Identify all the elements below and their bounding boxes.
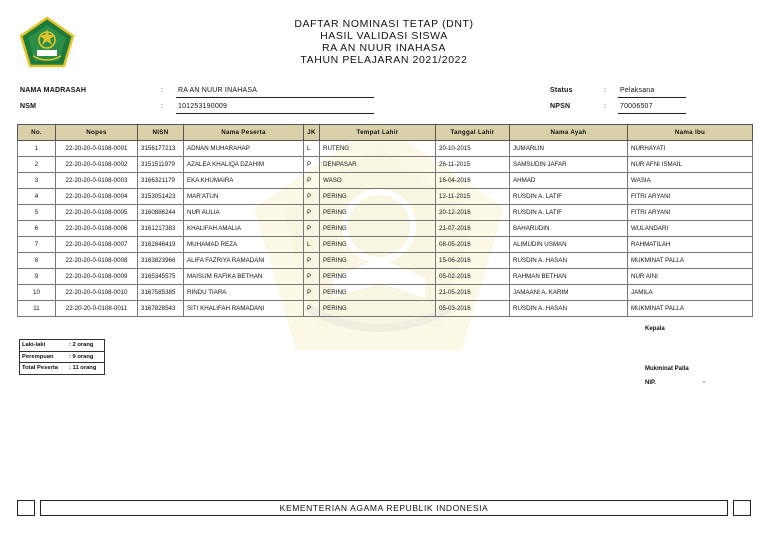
cell-nisn: 3167828543	[138, 301, 184, 317]
cell-no: 7	[18, 237, 56, 253]
madrasah-value: RA AN NUUR INAHASA	[178, 87, 258, 94]
cell-tanggal-lahir: 08-05-2016	[436, 237, 510, 253]
header-tempat-lahir: Tempat Lahir	[320, 125, 436, 141]
nsm-colon: :	[161, 103, 164, 110]
cell-nama-peserta: SITI KHALIFAH RAMADANI	[184, 301, 304, 317]
summary-total-value: : 11 orang	[69, 365, 97, 371]
cell-nopes: 22-20-20-0-0108-0010	[56, 285, 138, 301]
status-underline	[618, 97, 686, 98]
cell-no: 8	[18, 253, 56, 269]
title-line-3: RA AN NUUR INAHASA	[322, 42, 446, 54]
cell-jk: L	[304, 237, 320, 253]
cell-no: 4	[18, 189, 56, 205]
signature-name: Mukminat Palla	[645, 366, 689, 372]
cell-jk: P	[304, 301, 320, 317]
cell-nama-ibu: WULANDARI	[628, 221, 753, 237]
cell-nama-ayah: JUMARLIN	[510, 141, 628, 157]
cell-tanggal-lahir: 26-11-2015	[436, 157, 510, 173]
document-title	[200, 18, 568, 66]
cell-nama-peserta: EKA KHUMAIRA	[184, 173, 304, 189]
cell-nisn: 3160886244	[138, 205, 184, 221]
cell-nama-peserta: ADNAN MUHARAHAP	[184, 141, 304, 157]
cell-nisn: 3153051423	[138, 189, 184, 205]
cell-no: 3	[18, 173, 56, 189]
table-row	[18, 221, 753, 237]
cell-tempat-lahir: PERING	[320, 189, 436, 205]
cell-nisn: 3151511979	[138, 157, 184, 173]
madrasah-colon: :	[161, 87, 164, 94]
cell-nopes: 22-20-20-0-0108-0009	[56, 269, 138, 285]
header-jk: JK	[304, 125, 320, 141]
cell-nama-ayah: RUSDIN A. HASAN	[510, 253, 628, 269]
summary-male-label: Laki-laki	[22, 342, 46, 348]
cell-tempat-lahir: PERING	[320, 285, 436, 301]
cell-jk: P	[304, 285, 320, 301]
status-colon: :	[604, 87, 607, 94]
cell-nama-ibu: MUKMINAT PALLA	[628, 253, 753, 269]
nsm-value: 101253190009	[178, 103, 228, 110]
cell-nama-ayah: RAHMAN BETHAN	[510, 269, 628, 285]
summary-female-label: Perempuan	[22, 353, 54, 360]
table-row	[18, 205, 753, 221]
cell-nama-ayah: ALIMUDIN USMAN	[510, 237, 628, 253]
cell-no: 1	[18, 141, 56, 157]
cell-nama-ibu: MUKMINAT PALLA	[628, 301, 753, 317]
table-row	[18, 237, 753, 253]
cell-no: 11	[18, 301, 56, 317]
cell-nama-peserta: MAISUM RAFIKA BETHAN	[184, 269, 304, 285]
cell-nopes: 22-20-20-0-0108-0006	[56, 221, 138, 237]
cell-no: 5	[18, 205, 56, 221]
cell-nama-ibu: RAHMATILAH	[628, 237, 753, 253]
cell-nama-ibu: NURHAYATI	[628, 141, 753, 157]
signature-role: Kepala	[645, 326, 665, 332]
cell-tanggal-lahir: 12-11-2015	[436, 189, 510, 205]
cell-tempat-lahir: PERING	[320, 269, 436, 285]
footer-right-box	[733, 500, 751, 516]
summary-male-row	[20, 340, 104, 352]
header-tanggal-lahir: Tanggal Lahir	[436, 125, 510, 141]
table-row	[18, 173, 753, 189]
cell-nama-ayah: JAMAANI A. KARIM	[510, 285, 628, 301]
table-row	[18, 253, 753, 269]
summary-male-value: : 2 orang	[69, 342, 94, 348]
madrasah-label: NAMA MADRASAH	[20, 87, 87, 94]
table-row	[18, 141, 753, 157]
cell-tanggal-lahir: 16-04-2016	[436, 173, 510, 189]
cell-nisn: 3163823966	[138, 253, 184, 269]
madrasah-underline	[176, 97, 374, 98]
cell-tanggal-lahir: 21-05-2016	[436, 285, 510, 301]
cell-tempat-lahir: RUTENG	[320, 141, 436, 157]
cell-nama-peserta: ALIFA FAZRIYA RAMADANI	[184, 253, 304, 269]
nsm-underline	[176, 113, 374, 114]
signature-nip-label: NIP.	[645, 380, 656, 386]
cell-nopes: 22-20-20-0-0108-0001	[56, 141, 138, 157]
cell-nama-ayah: RUSDIN A. LATIF	[510, 189, 628, 205]
cell-jk: P	[304, 269, 320, 285]
cell-no: 2	[18, 157, 56, 173]
cell-jk: P	[304, 173, 320, 189]
cell-no: 6	[18, 221, 56, 237]
cell-jk: P	[304, 189, 320, 205]
title-line-1: DAFTAR NOMINASI TETAP (DNT)	[294, 18, 474, 30]
cell-jk: P	[304, 157, 320, 173]
cell-nama-peserta: KHALIFAH AMALIA	[184, 221, 304, 237]
participant-summary	[19, 339, 105, 375]
cell-nama-ayah: RUSDIN A. LATIF	[510, 205, 628, 221]
cell-nisn: 3161217383	[138, 221, 184, 237]
cell-nama-ibu: NUR AFNI ISMAIL	[628, 157, 753, 173]
cell-tempat-lahir: PERING	[320, 253, 436, 269]
cell-tanggal-lahir: 20-10-2015	[436, 141, 510, 157]
cell-nama-peserta: AZALEA KHALIQA DZAHIM	[184, 157, 304, 173]
cell-nisn: 3162846419	[138, 237, 184, 253]
cell-nopes: 22-20-20-0-0108-0005	[56, 205, 138, 221]
cell-nama-ibu: FITRI ARYANI	[628, 205, 753, 221]
cell-tanggal-lahir: 21-07-2016	[436, 221, 510, 237]
cell-nama-ayah: RUSDIN A. HASAN	[510, 301, 628, 317]
header-nama-ayah: Nama Ayah	[510, 125, 628, 141]
header-no: No.	[18, 125, 56, 141]
cell-tanggal-lahir: 15-06-2016	[436, 253, 510, 269]
cell-nopes: 22-20-20-0-0108-0011	[56, 301, 138, 317]
summary-female-value: : 9 orang	[69, 353, 94, 360]
table-row	[18, 189, 753, 205]
nsm-label: NSM	[20, 103, 37, 110]
cell-nopes: 22-20-20-0-0108-0003	[56, 173, 138, 189]
cell-nama-ibu: FITRI ARYANI	[628, 189, 753, 205]
cell-nama-ayah: BAHARUDIN	[510, 221, 628, 237]
table-row	[18, 269, 753, 285]
header-nama-peserta: Nama Peserta	[184, 125, 304, 141]
cell-nopes: 22-20-20-0-0108-0007	[56, 237, 138, 253]
table-row	[18, 157, 753, 173]
cell-tanggal-lahir: 05-03-2016	[436, 301, 510, 317]
status-value: Pelaksana	[620, 87, 655, 94]
cell-no: 10	[18, 285, 56, 301]
cell-tempat-lahir: DENPASAR	[320, 157, 436, 173]
cell-tempat-lahir: PERING	[320, 221, 436, 237]
cell-nama-peserta: MAR'ATUN	[184, 189, 304, 205]
npsn-value: 70006507	[620, 103, 653, 110]
cell-nama-ayah: AHMAD	[510, 173, 628, 189]
cell-jk: P	[304, 253, 320, 269]
cell-nama-ibu: JAMILA	[628, 285, 753, 301]
cell-tanggal-lahir: 20-12-2016	[436, 205, 510, 221]
footer-left-box	[17, 500, 35, 516]
header-nisn: NISN	[138, 125, 184, 141]
cell-tempat-lahir: PERING	[320, 301, 436, 317]
cell-jk: P	[304, 205, 320, 221]
footer-banner: KEMENTERIAN AGAMA REPUBLIK INDONESIA	[40, 500, 728, 516]
npsn-underline	[618, 113, 686, 114]
cell-nama-ibu: WASIA	[628, 173, 753, 189]
cell-nopes: 22-20-20-0-0108-0004	[56, 189, 138, 205]
kemenag-logo-icon	[17, 16, 77, 72]
cell-nopes: 22-20-20-0-0108-0008	[56, 253, 138, 269]
cell-tanggal-lahir: 05-02-2016	[436, 269, 510, 285]
cell-jk: P	[304, 221, 320, 237]
summary-total-label: Total Peserta	[22, 365, 58, 371]
cell-nisn: 3166321179	[138, 173, 184, 189]
cell-tempat-lahir: PERING	[320, 205, 436, 221]
header-nama-ibu: Nama Ibu	[628, 125, 753, 141]
summary-female-row	[20, 352, 104, 364]
title-line-2: HASIL VALIDASI SISWA	[320, 30, 448, 42]
title-line-4: TAHUN PELAJARAN 2021/2022	[300, 54, 468, 66]
cell-no: 9	[18, 269, 56, 285]
cell-tempat-lahir: PERING	[320, 237, 436, 253]
npsn-label: NPSN	[550, 103, 571, 110]
nomination-table	[17, 124, 753, 317]
cell-nama-peserta: RINDU TIARA	[184, 285, 304, 301]
table-row	[18, 301, 753, 317]
cell-jk: L	[304, 141, 320, 157]
summary-total-row	[20, 363, 104, 374]
header-nopes: Nopes	[56, 125, 138, 141]
status-label: Status	[550, 87, 573, 94]
table-header-row	[18, 125, 753, 141]
npsn-colon: :	[604, 103, 607, 110]
cell-nopes: 22-20-20-0-0108-0002	[56, 157, 138, 173]
table-row	[18, 285, 753, 301]
signature-nip-value: -	[703, 380, 705, 386]
cell-nisn: 3156177213	[138, 141, 184, 157]
cell-nama-peserta: NUR AULIA	[184, 205, 304, 221]
cell-nama-ayah: SAMSUDIN JAFAR	[510, 157, 628, 173]
cell-nisn: 3167585385	[138, 285, 184, 301]
cell-nisn: 3165345575	[138, 269, 184, 285]
cell-nama-peserta: MUHAMAD REZA	[184, 237, 304, 253]
cell-tempat-lahir: WASO	[320, 173, 436, 189]
cell-nama-ibu: NUR AINI	[628, 269, 753, 285]
